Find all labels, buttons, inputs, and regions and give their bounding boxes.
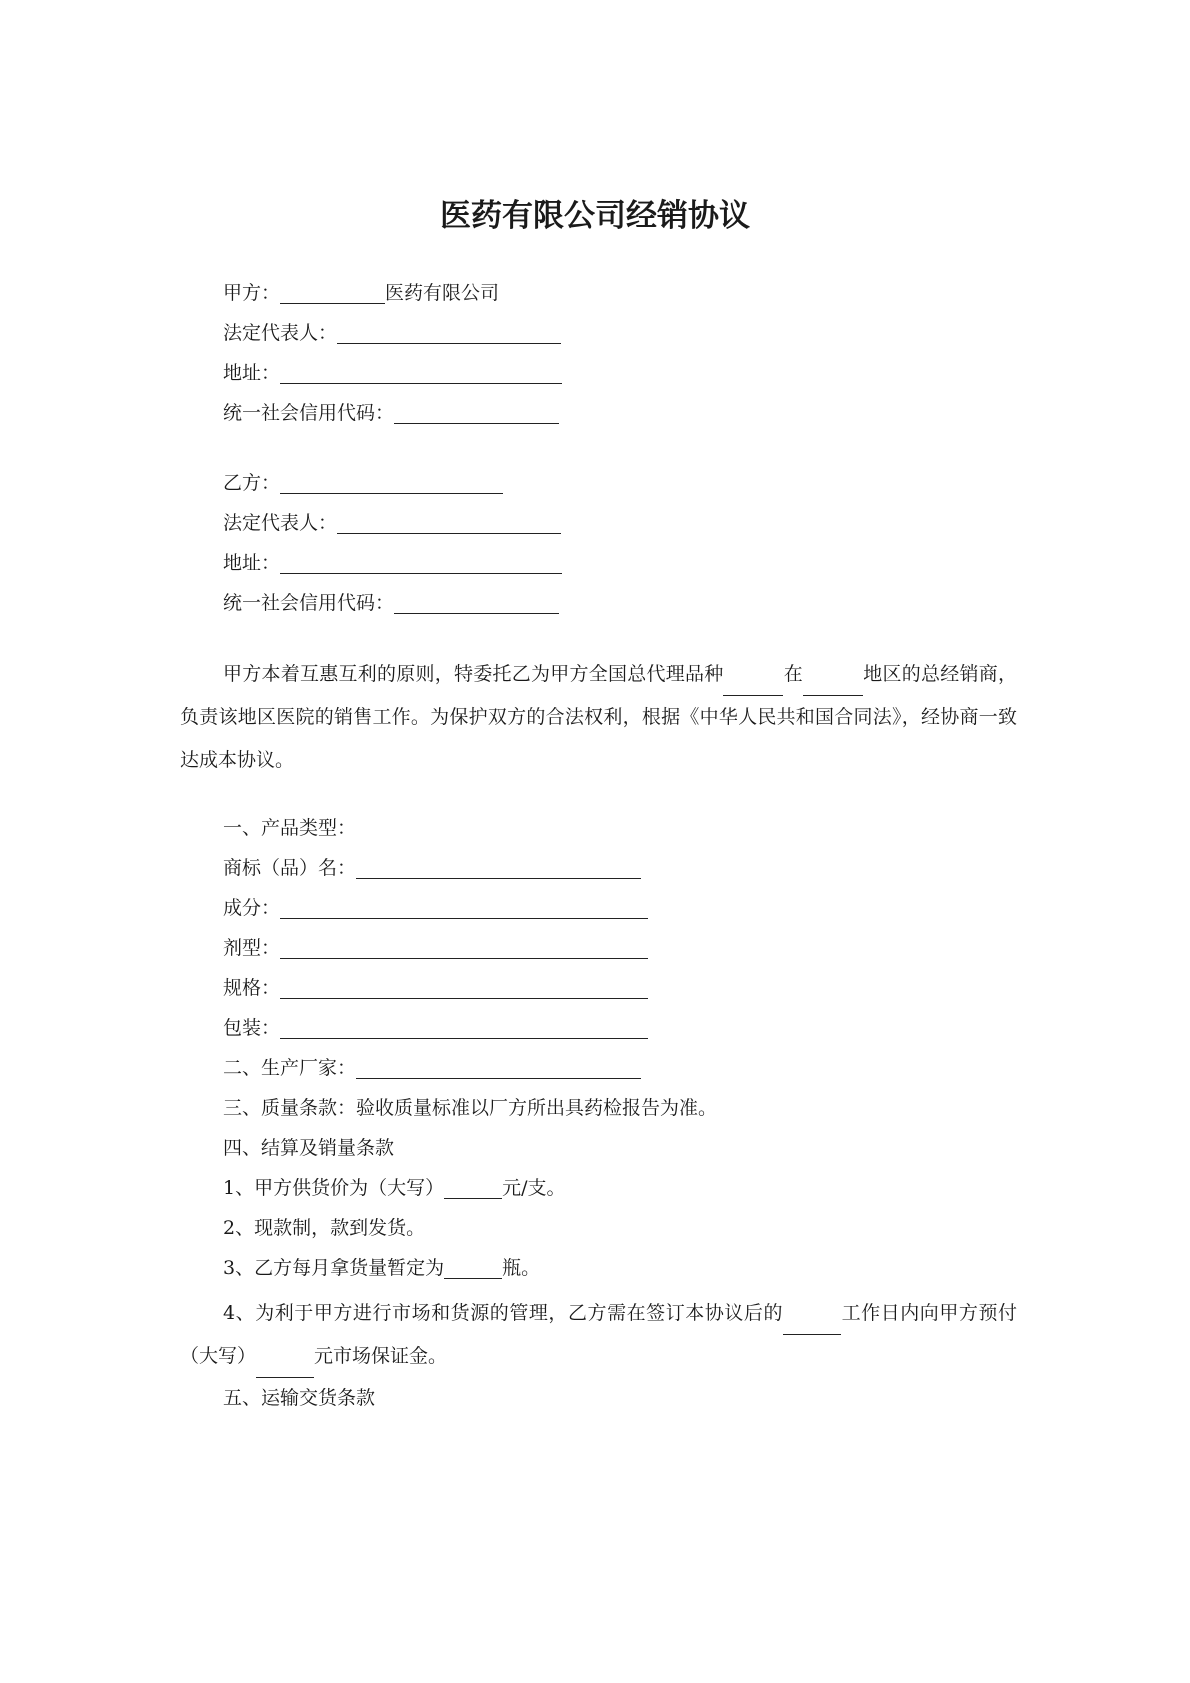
deposit-text-3: 元市场保证金。 bbox=[314, 1345, 448, 1367]
section1-heading-text: 一、产品类型： bbox=[223, 817, 357, 839]
quality-clause bbox=[223, 1093, 717, 1123]
party-b-credit-field[interactable] bbox=[394, 591, 559, 614]
volume-field[interactable] bbox=[444, 1256, 502, 1279]
manufacturer-label: 二、生产厂家： bbox=[223, 1057, 357, 1079]
deposit-text-1: 4、为利于甲方进行市场和货源的管理，乙方需在签订本协议后的 bbox=[223, 1302, 784, 1324]
party-a-rep-line bbox=[223, 318, 561, 348]
party-b-line bbox=[223, 468, 503, 498]
price-label: 1、甲方供货价为（大写） bbox=[223, 1177, 445, 1199]
price-field[interactable] bbox=[444, 1176, 502, 1199]
intro-paragraph bbox=[180, 653, 1017, 782]
spec-field[interactable] bbox=[280, 976, 648, 999]
ingredient-label: 成分： bbox=[223, 897, 281, 919]
party-a-name-field[interactable] bbox=[280, 281, 385, 304]
manufacturer-field[interactable] bbox=[356, 1056, 641, 1079]
price-unit: 元/支。 bbox=[502, 1177, 566, 1199]
party-a-rep-label: 法定代表人： bbox=[223, 322, 338, 344]
party-b-name-field[interactable] bbox=[280, 471, 503, 494]
party-b-address-field[interactable] bbox=[280, 551, 562, 574]
party-a-address-field[interactable] bbox=[280, 361, 562, 384]
dosage-label: 剂型： bbox=[223, 937, 281, 959]
brand-field[interactable] bbox=[356, 856, 641, 879]
party-a-suffix: 医药有限公司 bbox=[385, 282, 500, 304]
package-line bbox=[223, 1013, 648, 1043]
party-a-rep-field[interactable] bbox=[337, 321, 561, 344]
deposit-text-2: 工作日内向甲方预付（大写） bbox=[180, 1302, 1017, 1367]
party-b-address-line bbox=[223, 548, 562, 578]
party-a-credit-label: 统一社会信用代码： bbox=[223, 402, 395, 424]
workdays-field[interactable] bbox=[783, 1314, 841, 1335]
deposit-amount-field[interactable] bbox=[256, 1357, 314, 1378]
payment-text: 2、现款制，款到发货。 bbox=[223, 1217, 426, 1239]
price-line bbox=[223, 1173, 566, 1203]
brand-line bbox=[223, 853, 641, 883]
spec-label: 规格： bbox=[223, 977, 281, 999]
volume-line bbox=[223, 1253, 540, 1283]
region-field[interactable] bbox=[803, 675, 863, 696]
party-a-credit-line bbox=[223, 398, 559, 428]
document-title: 医药有限公司经销协议 bbox=[440, 198, 750, 234]
section1-heading bbox=[223, 813, 356, 843]
manufacturer-line bbox=[223, 1053, 641, 1083]
ingredient-line bbox=[223, 893, 648, 923]
intro-text-1: 甲方本着互惠互利的原则，特委托乙为甲方全国总代理品种 bbox=[223, 663, 724, 685]
party-b-rep-line bbox=[223, 508, 561, 538]
party-b-label: 乙方： bbox=[223, 472, 281, 494]
party-a-address-label: 地址： bbox=[223, 362, 281, 384]
party-b-address-label: 地址： bbox=[223, 552, 281, 574]
party-b-rep-label: 法定代表人： bbox=[223, 512, 338, 534]
package-label: 包装： bbox=[223, 1017, 281, 1039]
intro-text-3: 地区的总经销商，负责该地区医院的销售工作。为保护双方的合法权利，根据《中华人民共和国合同法》，经协商一致达成本协议。 bbox=[180, 663, 1017, 771]
section4-heading-text: 四、结算及销量条款 bbox=[223, 1137, 395, 1159]
section4-heading bbox=[223, 1133, 394, 1163]
spec-line bbox=[223, 973, 648, 1003]
brand-label: 商标（品）名： bbox=[223, 857, 357, 879]
deposit-paragraph bbox=[180, 1292, 1017, 1378]
volume-unit: 瓶。 bbox=[502, 1257, 541, 1279]
party-b-credit-label: 统一社会信用代码： bbox=[223, 592, 395, 614]
party-a-line bbox=[223, 278, 499, 308]
party-a-credit-field[interactable] bbox=[394, 401, 559, 424]
section5-heading-text: 五、运输交货条款 bbox=[223, 1387, 376, 1409]
product-variety-field[interactable] bbox=[723, 675, 783, 696]
package-field[interactable] bbox=[280, 1016, 648, 1039]
party-a-address-line bbox=[223, 358, 562, 388]
volume-label: 3、乙方每月拿货量暂定为 bbox=[223, 1257, 445, 1279]
intro-text-2: 在 bbox=[783, 663, 803, 685]
party-a-label: 甲方： bbox=[223, 282, 281, 304]
quality-clause-text: 三、质量条款：验收质量标准以厂方所出具药检报告为准。 bbox=[223, 1097, 718, 1119]
section5-heading bbox=[223, 1383, 375, 1413]
dosage-line bbox=[223, 933, 648, 963]
dosage-field[interactable] bbox=[280, 936, 648, 959]
ingredient-field[interactable] bbox=[280, 896, 648, 919]
payment-line bbox=[223, 1213, 425, 1243]
party-b-credit-line bbox=[223, 588, 559, 618]
party-b-rep-field[interactable] bbox=[337, 511, 561, 534]
